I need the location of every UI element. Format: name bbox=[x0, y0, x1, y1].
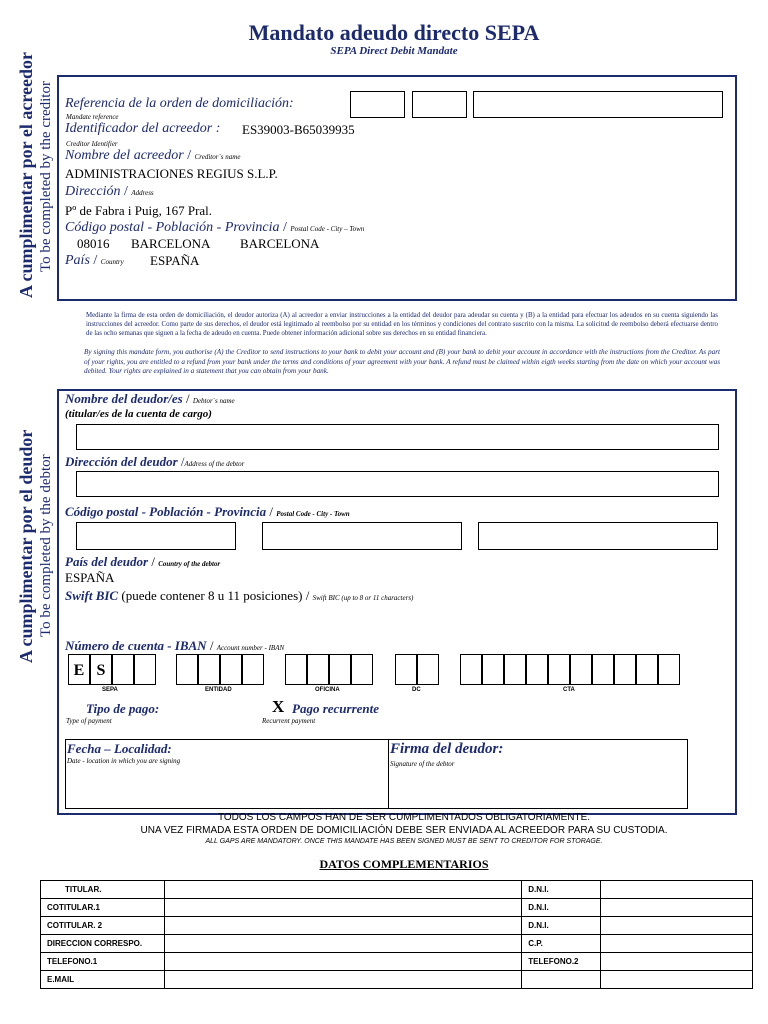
debtor-name-sub: (titular/es de la cuenta de cargo) bbox=[65, 408, 212, 420]
table-row bbox=[41, 881, 753, 899]
footer-notice-1: TODOS LOS CAMPOS HAN DE SER CUMPLIMENTADOS OBLIGATORIAMENTE. bbox=[217, 812, 591, 823]
complementary-field[interactable] bbox=[164, 899, 521, 917]
complementary-label: D.N.I. bbox=[522, 917, 601, 935]
debtor-address-field[interactable] bbox=[76, 471, 719, 497]
footer-notice-en: ALL GAPS ARE MANDATORY. ONCE THIS MANDATE HAS BEEN SIGNED MUST BE SENT TO CREDITOR FOR STORAGE. bbox=[205, 838, 603, 845]
creditor-vertical-label-en: To be completed by the creditor bbox=[38, 81, 54, 272]
creditor-province: BARCELONA bbox=[240, 236, 320, 251]
iban-dc-cell-2[interactable] bbox=[417, 654, 439, 685]
legal-text-es: Mediante la firma de esta orden de domiciliación, el deudor autoriza (A) al acreedor a enviar instrucciones a la entidad del deudor para adeudar su cuenta y (B) a la entidad para efectuar los adeudos en su cuenta siguiendo las instrucciones del acreedor. Como parte de sus derechos, el deudor está legitimado al reembolso por su entidad en los términos y condiciones del contrato suscrito con la misma. La solicitud de reembolso deberá efectuarse dentro de las ocho semanas que siguen a la fecha de adeudo en cuenta. Puede obtener información adicional sobre sus derechos en su entidad financiera. bbox=[86, 312, 718, 337]
date-location-label: Fecha – Localidad: bbox=[67, 741, 172, 756]
iban-cta-cell-5[interactable] bbox=[548, 654, 570, 685]
debtor-name-row: Nombre del deudor/es / Debtor´s name bbox=[65, 391, 235, 406]
creditor-postal-row: Código postal - Población - Provincia / Postal Code - City – Town bbox=[65, 220, 365, 235]
table-row bbox=[41, 917, 753, 935]
debtor-vertical-label-en: To be completed by the debtor bbox=[38, 454, 54, 637]
creditor-postal-code: 08016 bbox=[77, 236, 110, 251]
complementary-field[interactable] bbox=[601, 953, 753, 971]
iban-check-cell-2[interactable] bbox=[134, 654, 156, 685]
debtor-postal-code-field[interactable] bbox=[76, 522, 236, 550]
iban-group-label-dc: DC bbox=[412, 687, 421, 693]
footer-notice-2: UNA VEZ FIRMADA ESTA ORDEN DE DOMICILIACIÓN DEBE SER ENVIADA AL ACREEDOR PARA SU CUSTODIA. bbox=[140, 825, 668, 836]
debtor-name-label: Nombre del deudor/es bbox=[65, 391, 183, 406]
iban-cta-cell-8[interactable] bbox=[614, 654, 636, 685]
iban-cta-cell-6[interactable] bbox=[570, 654, 592, 685]
creditor-postal-en: Postal Code - City – Town bbox=[290, 225, 365, 233]
complementary-field[interactable] bbox=[164, 935, 521, 953]
creditor-vertical-label: A cumplimentar por el acreedor bbox=[16, 52, 36, 298]
complementary-field[interactable] bbox=[601, 935, 753, 953]
creditor-name-row: Nombre del acreedor / Creditor´s name bbox=[65, 148, 241, 163]
iban-cta-cell-1[interactable] bbox=[460, 654, 482, 685]
complementary-label: TELEFONO.1 bbox=[41, 953, 165, 971]
table-row bbox=[41, 899, 753, 917]
swift-en: Swift BIC (up to 8 or 11 characters) bbox=[312, 594, 414, 602]
iban-dc-cell-1[interactable] bbox=[395, 654, 417, 685]
debtor-address-en: Address of the debtor bbox=[184, 460, 245, 468]
iban-row: Número de cuenta - IBAN / Account number - IBAN bbox=[65, 638, 285, 653]
payment-type-en: Type of payment bbox=[66, 717, 112, 725]
creditor-country-en: Country bbox=[100, 258, 124, 266]
complementary-field[interactable] bbox=[164, 953, 521, 971]
debtor-postal-row: Código postal - Población - Provincia / Postal Code - City - Town bbox=[65, 504, 350, 519]
iban-country-cell-1[interactable]: E bbox=[68, 654, 90, 685]
iban-group-label-oficina: OFICINA bbox=[315, 687, 340, 693]
complementary-label: COTITULAR.1 bbox=[41, 899, 165, 917]
debtor-signature-label: Firma del deudor: bbox=[390, 741, 504, 757]
mandate-reference-field-3[interactable] bbox=[473, 91, 723, 118]
iban-cta-cell-7[interactable] bbox=[592, 654, 614, 685]
iban-group-label-entidad: ENTIDAD bbox=[205, 687, 232, 693]
debtor-postal-label: Código postal - Población - Provincia bbox=[65, 504, 267, 519]
iban-cta-cell-3[interactable] bbox=[504, 654, 526, 685]
creditor-name-en: Creditor´s name bbox=[194, 153, 241, 161]
debtor-vertical-label: A cumplimentar por el deudor bbox=[16, 429, 36, 663]
complementary-field[interactable] bbox=[601, 881, 753, 899]
table-row bbox=[41, 971, 753, 989]
complementary-field[interactable] bbox=[164, 881, 521, 899]
iban-cta-cell-2[interactable] bbox=[482, 654, 504, 685]
iban-cta-cell-4[interactable] bbox=[526, 654, 548, 685]
complementary-label: C.P. bbox=[522, 935, 601, 953]
debtor-province-field[interactable] bbox=[478, 522, 718, 550]
iban-group-label-sepa: SEPA bbox=[102, 687, 118, 693]
creditor-name-value: ADMINISTRACIONES REGIUS S.L.P. bbox=[65, 166, 278, 181]
creditor-address-en: Address bbox=[131, 189, 154, 197]
debtor-country-value: ESPAÑA bbox=[65, 570, 115, 585]
iban-group-label-cta: CTA bbox=[563, 687, 575, 693]
iban-label: Número de cuenta - IBAN bbox=[65, 638, 207, 653]
complementary-field[interactable] bbox=[601, 971, 753, 989]
mandate-reference-label: Referencia de la orden de domiciliación: bbox=[65, 96, 294, 111]
iban-oficina-cell-1[interactable] bbox=[285, 654, 307, 685]
creditor-id-en: Creditor Identifier bbox=[66, 140, 118, 148]
mandate-reference-en: Mandate reference bbox=[66, 113, 119, 121]
creditor-address-label: Dirección bbox=[65, 184, 121, 199]
iban-oficina-cell-3[interactable] bbox=[329, 654, 351, 685]
creditor-country-value: ESPAÑA bbox=[150, 253, 200, 268]
mandate-reference-field-2[interactable] bbox=[412, 91, 467, 118]
iban-oficina-cell-2[interactable] bbox=[307, 654, 329, 685]
complementary-label: TITULAR. bbox=[41, 881, 165, 899]
legal-text-en: By signing this mandate form, you authorise (A) the Creditor to send instructions to your bank to debit your account and (B) your bank to debit your account in accordance with the instructions from the Creditor. As part of your rights, you are entitled to a refund from your bank under the terms and conditions of your agreement with your bank. A refund must be claimed within eigth weeks starting from the date on which your account was debited. Your rights are explained in a statement that you can obtain from your bank. bbox=[84, 348, 720, 375]
creditor-postal-label: Código postal - Población - Provincia bbox=[65, 220, 280, 235]
complementary-label: D.N.I. bbox=[522, 899, 601, 917]
creditor-address-row: Dirección / Address bbox=[65, 184, 154, 199]
date-location-en: Date - location in which you are signing bbox=[67, 757, 181, 765]
complementary-label: D.N.I. bbox=[522, 881, 601, 899]
creditor-country-label: País bbox=[65, 253, 90, 268]
payment-type-value: Pago recurrente bbox=[292, 701, 380, 716]
complementary-label: DIRECCION CORRESPO. bbox=[41, 935, 165, 953]
payment-type-value-en: Recurrent payment bbox=[262, 717, 316, 725]
table-row bbox=[41, 953, 753, 971]
debtor-name-field[interactable] bbox=[76, 424, 719, 450]
complementary-table bbox=[40, 880, 753, 989]
creditor-id-label: Identificador del acreedor : bbox=[65, 121, 221, 136]
complementary-label: TELEFONO.2 bbox=[522, 953, 601, 971]
payment-type-mark[interactable]: X bbox=[272, 697, 285, 716]
page-subtitle: SEPA Direct Debit Mandate bbox=[330, 45, 458, 57]
swift-row: Swift BIC (puede contener 8 u 11 posiciones) / Swift BIC (up to 8 or 11 characters) bbox=[65, 588, 414, 603]
iban-country-cell-2[interactable]: S bbox=[90, 654, 112, 685]
complementary-field[interactable] bbox=[601, 917, 753, 935]
iban-check-cell-1[interactable] bbox=[112, 654, 134, 685]
complementary-field[interactable] bbox=[164, 917, 521, 935]
complementary-field[interactable] bbox=[601, 899, 753, 917]
debtor-country-en: Country of the debtor bbox=[158, 560, 221, 568]
debtor-address-row: Dirección del deudor /Address of the debtor bbox=[65, 454, 245, 469]
iban-en: Account number - IBAN bbox=[216, 644, 285, 652]
iban-oficina-cell-4[interactable] bbox=[351, 654, 373, 685]
iban-cta-cell-10[interactable] bbox=[658, 654, 680, 685]
debtor-address-label: Dirección del deudor bbox=[65, 454, 178, 469]
creditor-country-row: País / Country bbox=[65, 253, 124, 268]
iban-entidad-cell-1[interactable] bbox=[176, 654, 198, 685]
complementary-title: DATOS COMPLEMENTARIOS bbox=[319, 857, 489, 871]
payment-type-label: Tipo de pago: bbox=[86, 701, 160, 716]
complementary-label bbox=[522, 971, 601, 989]
iban-entidad-cell-3[interactable] bbox=[220, 654, 242, 685]
debtor-country-label: País del deudor bbox=[65, 554, 149, 569]
debtor-postal-en: Postal Code - City - Town bbox=[276, 510, 350, 518]
debtor-signature-en: Signature of the debtor bbox=[390, 760, 455, 768]
swift-label: Swift BIC bbox=[65, 588, 119, 603]
debtor-city-field[interactable] bbox=[262, 522, 462, 550]
iban-entidad-cell-4[interactable] bbox=[242, 654, 264, 685]
creditor-address-value: Pº de Fabra i Puig, 167 Pral. bbox=[65, 203, 213, 218]
creditor-name-label: Nombre del acreedor bbox=[65, 148, 184, 163]
mandate-reference-field-1[interactable] bbox=[350, 91, 405, 118]
debtor-country-row: País del deudor / Country of the debtor bbox=[65, 554, 221, 569]
creditor-id-value: ES39003-B65039935 bbox=[242, 122, 355, 137]
page-title: Mandato adeudo directo SEPA bbox=[248, 20, 540, 45]
iban-cta-cell-9[interactable] bbox=[636, 654, 658, 685]
iban-entidad-cell-2[interactable] bbox=[198, 654, 220, 685]
complementary-field[interactable] bbox=[164, 971, 521, 989]
swift-note: (puede contener 8 u 11 posiciones) bbox=[121, 588, 303, 603]
complementary-label: COTITULAR. 2 bbox=[41, 917, 165, 935]
complementary-label: E.MAIL bbox=[41, 971, 165, 989]
debtor-name-en: Debtor´s name bbox=[192, 397, 235, 405]
creditor-city: BARCELONA bbox=[131, 236, 211, 251]
table-row bbox=[41, 935, 753, 953]
